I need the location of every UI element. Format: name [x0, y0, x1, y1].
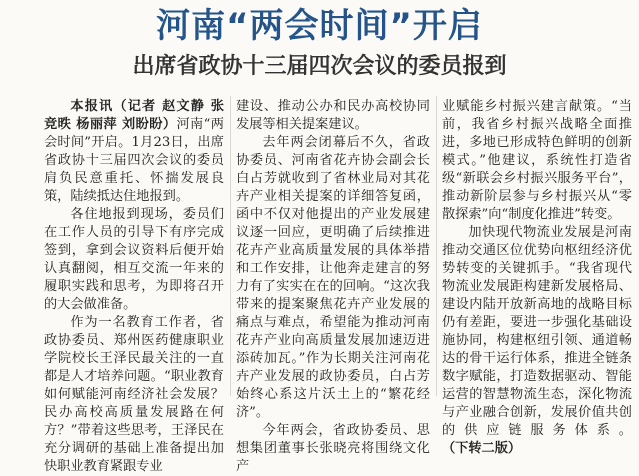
column-divider — [436, 96, 437, 396]
paragraph: 去年两会闭幕后不久，省政协委员、河南省花卉协会副会长白占芳就收到了省林业局对其花卉产业相关提案的详细答复函，函中不仅对他提出的产业发展建议逐一回应，更明确了后续推进花卉产业高质量发展的具体举措和工作安排，让他奔走建言的努力有了实实在在的回响。“这次我带来的提案聚焦花卉产业发展的痛点与难点，希望能为推动河南花卉产业向高质量发展加速迈进添砖加瓦。”作为长期关注河南花卉产业发展的政协委员，白占芳始终心系这片沃土上的“繁花经济”。 — [236, 135, 430, 420]
paragraph: 今年两会，省政协委员、思想集团董事长张晓亮将围绕文化产 — [236, 423, 430, 474]
paragraph: 业赋能乡村振兴建言献策。“当前，我省乡村振兴战略全面推进，多地已形成特色鲜明的创新模式。”他建议，系统性打造省级“新联会乡村振兴服务平台”，推动新阶层参与乡村振兴从“零散探索”向“制度化推进”转变。 — [442, 99, 632, 222]
article-column-2 — [236, 98, 430, 474]
lead-paragraph — [44, 98, 224, 206]
column-divider — [230, 96, 231, 396]
continued-note: （下转二版） — [442, 441, 522, 456]
paragraph: 作为一名教育工作者，省政协委员、郑州医药健康职业学院校长王泽民最关注的一直都是人才培养问题。“职业教育如何赋能河南经济社会发展？民办高校高质量发展路在何方？”带着这些思考，王泽民在充分调研的基础上准备提出加快职业教育紧跟专业 — [44, 315, 224, 474]
byline: 本报讯（记者 赵文静 张竞昳 杨丽萍 刘盼盼） — [44, 99, 224, 132]
lead-text: 河南“两会时间”开启。1月23日，出席省政协十三届四次会议的委员肩负民意重托、怀揣发展良策，陆续抵达住地报到。 — [44, 117, 224, 204]
article-column-3 — [442, 98, 632, 456]
paragraph-text: 加快现代物流业发展是河南推动交通区位优势向枢纽经济优势转变的关键抓手。“我省现代物流业发展距构建新发展格局、建设内陆开放新高地的战略目标仍有差距，要进一步强化基础设施协同，构建枢纽引领、通道畅达的骨干运行体系，推进全链条数字赋能，打造数据驱动、智能运营的智慧物流生态，深化物流与产业融合创新，发展价值共创的供应链服务体系。 — [442, 225, 632, 438]
headline: 河南“两会时间”开启 — [156, 6, 483, 46]
paragraph — [442, 224, 632, 458]
subheadline: 出席省政协十三届四次会议的委员报到 — [132, 54, 507, 79]
article-column-1 — [44, 98, 224, 474]
paragraph: 各住地报到现场，委员们在工作人员的引导下有序完成签到，拿到会议资料后便开始认真翻阅，相互交流一年来的履职实践和思考，为即将召开的大会做准备。 — [44, 207, 224, 312]
paragraph: 建设、推动公办和民办高校协同发展等相关提案建议。 — [236, 99, 430, 132]
